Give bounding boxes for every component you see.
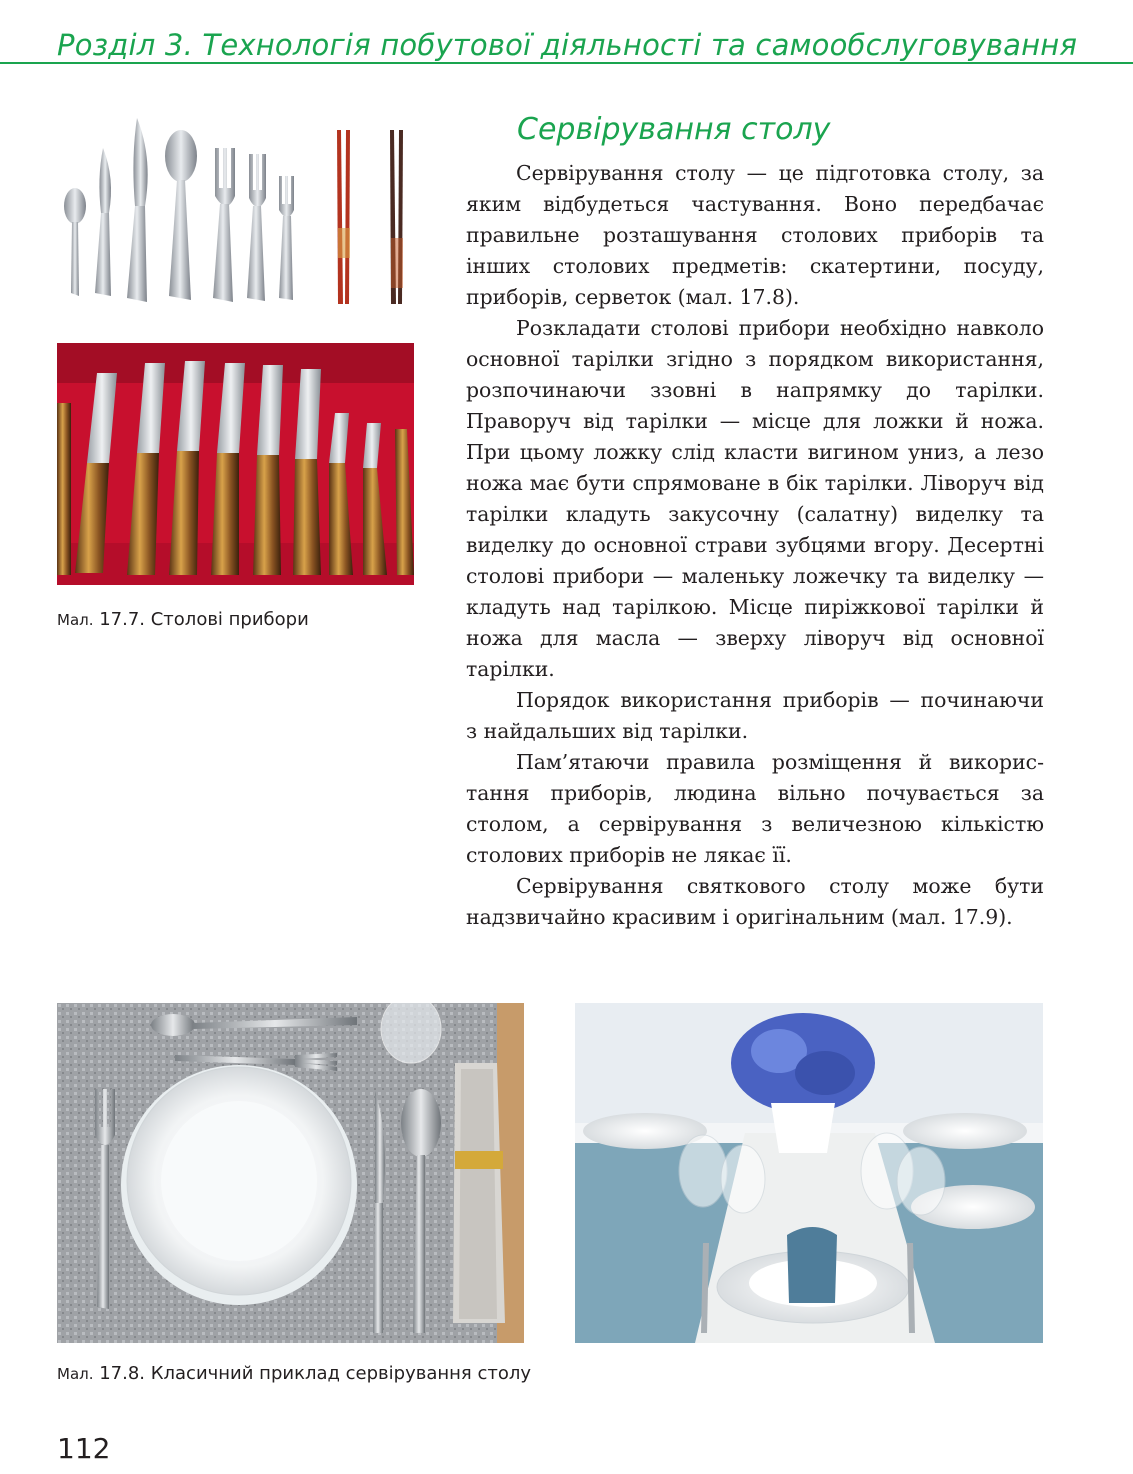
figure-caption-text: 17.8. Класичний приклад сервірування столу <box>93 1363 532 1384</box>
chapter-title: Розділ 3. Технологія побутової діяльності та самообслуговування <box>57 28 1078 62</box>
place-setting-illustration <box>57 1003 524 1343</box>
header-rule <box>0 62 1133 64</box>
paragraph: Сервірування столу — це підготовка столу, за яким відбудеться частування. Воно передбачає правильне розташування столових приборів та інших столових предметів: скатертини, посуду, приборів, серветок (мал. 17.8). <box>466 161 1044 309</box>
cutlery-photo <box>57 118 414 308</box>
festive-table-illustration <box>575 1003 1043 1343</box>
paragraph: Розкладати столові прибори необхідно навколо основної тарілки згідно з порядком використання, розпочинаючи ззовні в напрямку до тарілки. Праворуч від тарілки — місце для ложки й ножа. При цьому ложку слід класти вигином униз, а лезо ножа має бути спрямоване в бік тарілки. Ліворуч від тарілки кладуть закусочну (салатну) виделку та виделку до основної страви зубцями вгору. Десертні столові прибори — маленьку ложечку та виделку — кладуть над тарілкою. Місце пиріжкової тарілки й ножа для масла — зверху ліворуч від основної тарілки. <box>466 316 1044 681</box>
festive-table-photo <box>575 1003 1043 1343</box>
chapter-header <box>0 18 1133 68</box>
figure-prefix: Мал. <box>57 1365 94 1383</box>
place-setting-photo <box>57 1003 524 1343</box>
paragraph: Сервірування святкового столу може бути надзвичайно красивим і оригінальним (мал. 17.9). <box>466 874 1044 929</box>
figure-caption-17-7 <box>57 609 309 630</box>
cutlery-case-photo <box>57 343 414 585</box>
cutlery-illustration <box>57 118 414 308</box>
section-title: Сервірування столу <box>517 112 831 147</box>
paragraph: Пам’ятаючи правила розміщення й використання приборів, людина вільно почувається за столом, а сервірування з величезною кількістю столових приборів не лякає її. <box>466 750 1044 867</box>
paragraph: Порядок використання приборів — починаючи з найдальших від тарілки. <box>466 688 1044 743</box>
figure-caption-text: 17.7. Столові прибори <box>93 609 309 630</box>
figure-caption-17-8 <box>57 1363 531 1384</box>
figure-prefix: Мал. <box>57 611 94 629</box>
body-text <box>466 158 1044 933</box>
cutlery-case-illustration <box>57 343 414 585</box>
page-number: 112 <box>57 1432 111 1465</box>
